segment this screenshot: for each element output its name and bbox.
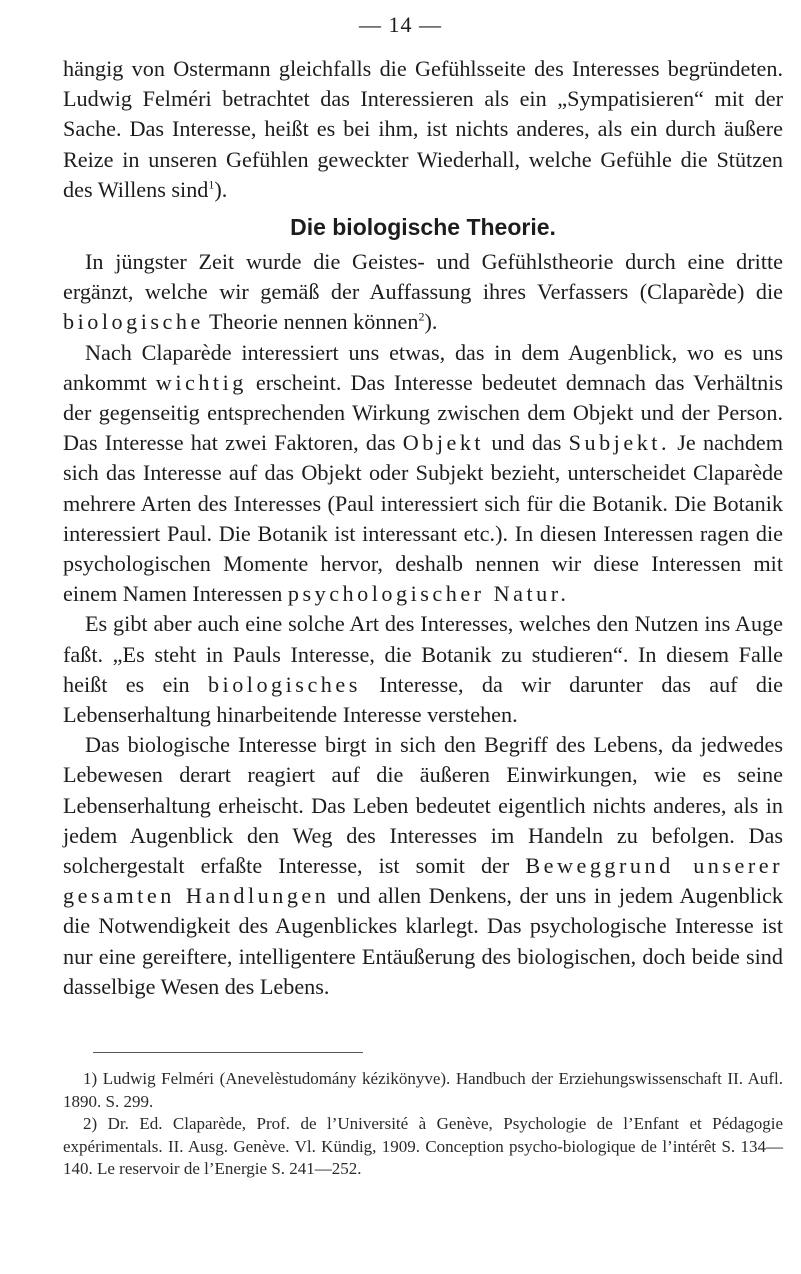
p3-text-a: Nach Claparède interessiert uns etwas, das in dem Augenblick, wo es uns ankommt xyxy=(63,339,783,395)
p4-text-a: Es gibt aber auch eine solche Art des Interesses, welches den Nutzen ins Auge faßt. „Es steht in Pauls Interesse, die Botanik zu studieren“. In diesem Falle heißt es ein xyxy=(63,611,783,697)
p3-text-b: erscheint. Das Interesse bedeutet demnach das Verhältnis der gegenseitig entsprechenden Wirkung zwischen dem Objekt und der Person. Das Interesse hat zwei Faktoren, das xyxy=(63,369,784,456)
p5-text-b: und allen Denkens, der uns in jedem Augenblick die Notwendigkeit des Augenblickes klarlegt. Das psychologische Interesse ist nur eine gereiftere, intelligentere Entäußerung des biologischen, doch beide sind dasselbige Wesen des Lebens. xyxy=(63,883,783,999)
p4-emphasis-bio: biologisches xyxy=(207,671,361,697)
p2-text: In jüngster Zeit wurde die Geistes- und Gefühlstheorie durch eine dritte ergänzt, welche wir gemäß der Auffassung ihres Verfassers (Claparède) die xyxy=(63,249,783,305)
paragraph-intro: hängig von Ostermann gleichfalls die Gefühlsseite des Interesses begründeten. Ludwig Felméri betrachtet das Interessieren als ein „Sympatisieren“ mit der Sache. Das Interesse, heißt es bei ihm, ist nichts anderes, als ein durch äußere Reize in unseren Gefühlen geweckter Wiederhall, welche Gefühle die Stützen des Willens sind$^1$). xyxy=(63,56,783,202)
p3-text-und: und das xyxy=(491,430,562,456)
p5-text-a: Das biologische Interesse birgt in sich den Begriff des Lebens, da jedwedes Lebewesen derart reagiert auf die äußeren Einwirkungen, wie es seine Lebenserhaltung erheischt. Das Leben bedeutet eigentlich nichts anderes, als in jedem Augenblick den Weg des Interesses im Handeln zu befolgen. Das solchergestalt erfaßte Interesse, ist somit der xyxy=(63,732,783,879)
footnote-divider xyxy=(93,1052,363,1053)
paragraph-nutzen xyxy=(63,609,783,730)
footnote-ref-2: 2 xyxy=(418,310,425,325)
page-number-header: — 14 — xyxy=(359,12,442,37)
p4-text-b: Interesse, da wir darunter das auf die Lebenserhaltung hinarbeitende Interesse verstehen. xyxy=(63,671,784,728)
p3-emphasis-subjekt: Subjekt. xyxy=(568,430,671,456)
p2-emphasis: biologische xyxy=(63,309,204,335)
footnotes xyxy=(63,1068,783,1181)
p3-emphasis-wichtig: wichtig xyxy=(155,369,247,395)
section-heading: Die biologische Theorie. xyxy=(290,214,556,241)
p2-end: Theorie nennen können xyxy=(208,309,419,335)
footnote-ref-1: 1 xyxy=(208,177,215,192)
paragraph-theory-intro: In jüngster Zeit wurde die Geistes- und Gefühlstheorie durch eine dritte ergänzt, welche wir gemäß der Auffassung ihres Verfassers (Claparède) die biologische Theorie nennen können$^2$). xyxy=(63,249,783,335)
footnote-1: 1) Ludwig Felméri (Anevelèstudomány kézikönyve). Handbuch der Erziehungswissenschaft II. Aufl. 1890. S. 299. xyxy=(63,1069,783,1111)
paragraph-intro-text: hängig von Ostermann gleichfalls die Gefühlsseite des Interesses begründeten. Ludwig Felméri betrachtet das Interessieren als ein „Sympatisieren“ mit der Sache. Das Interesse, heißt es bei ihm, ist nichts anderes, als ein durch äußere Reize in unseren Gefühlen geweckter Wiederhall, welche Gefühle die Stützen des Willens sind xyxy=(63,56,783,202)
footnote-2: 2) Dr. Ed. Claparède, Prof. de l’Université à Genève, Psychologie de l’Enfant et Pédagogie expérimentals. II. Ausg. Genève. Vl. Kündig, 1909. Conception psycho-biologique de l’intérêt S. 134—140. Le reservoir de l’Energie S. 241—252. xyxy=(63,1114,783,1178)
p3-text-c: Je nachdem sich das Interesse auf das Objekt oder Subjekt bezieht, unterscheidet Claparède mehrere Arten des Interesses (Paul interessiert sich für die Botanik. Die Botanik interessiert Paul. Die Botanik ist interessant etc.). In diesen Interessen ragen die psychologischen Momente hervor, deshalb nennen wir diese Interessen mit einem Namen Interessen xyxy=(63,430,784,607)
paragraph-claparede xyxy=(63,338,783,610)
paragraph-biologisch xyxy=(63,730,783,1002)
p3-emphasis-objekt: Objekt xyxy=(402,430,485,456)
p5-emphasis-beweggrund: Beweggrund unserer gesamten Handlungen xyxy=(63,853,784,909)
main-text-column xyxy=(63,54,783,1002)
p3-emphasis-psych: psychologischer Natur. xyxy=(287,581,570,607)
